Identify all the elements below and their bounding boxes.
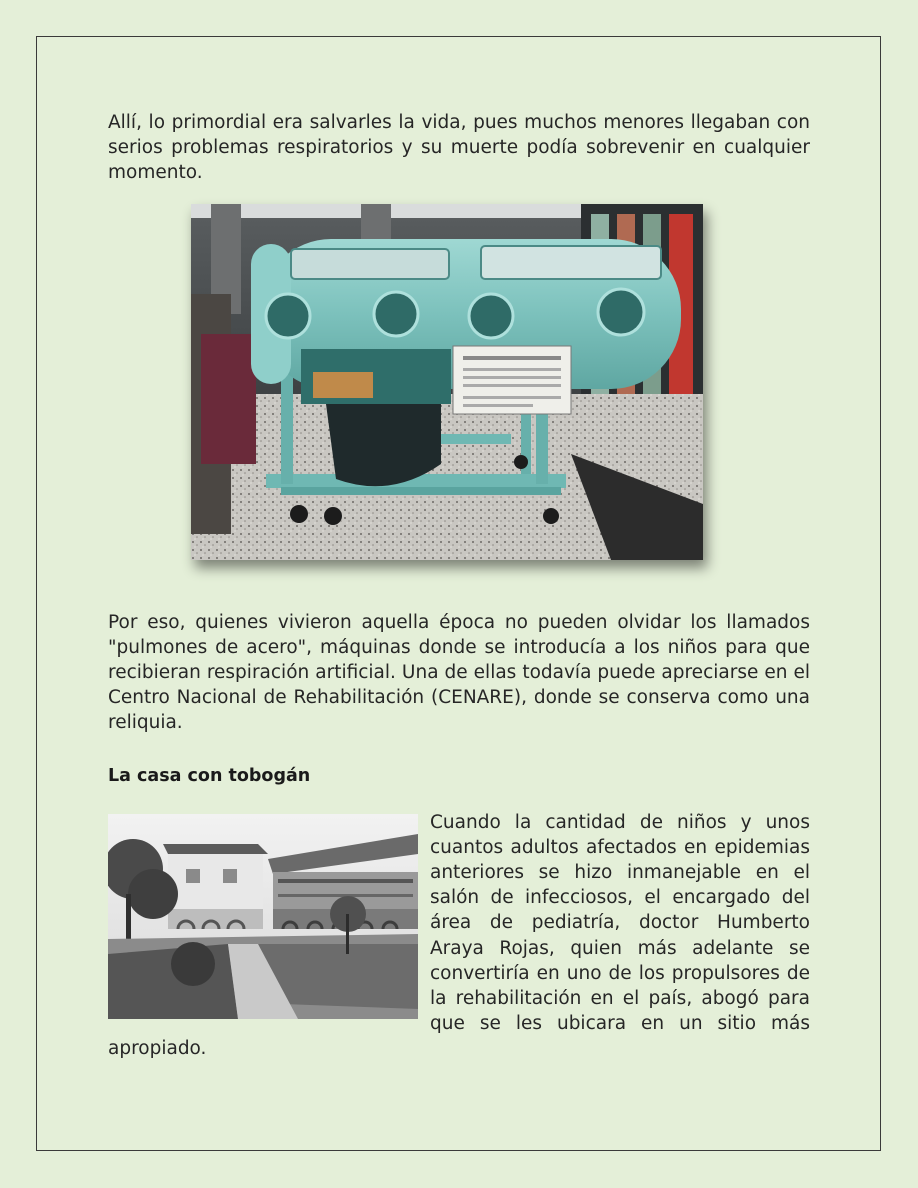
document-body: [108, 110, 810, 1062]
paragraph-case-history: Cuando la cantidad de niños y unos cuantos adultos afectados en epidemias anteriores se hizo inmanejable en el salón de infecciosos, el encargado del área de pediatría, doctor Humberto Araya Rojas, quien más adelante se convertiría en uno de los propulsores de la rehabilitación en el país, abogó para que se les ubicara en un sitio más apropiado.: [108, 811, 810, 1060]
hospital-courtyard-photo: [108, 814, 418, 1019]
paragraph-intro: Allí, lo primordial era salvarles la vida, pues muchos menores llegaban con serios problemas respiratorios y su muerte podía sobrevenir en cualquier momento.: [108, 112, 810, 184]
section-heading: La casa con tobogán: [108, 765, 311, 786]
paragraph-iron-lungs: Por eso, quienes vivieron aquella época no pueden olvidar los llamados "pulmones de acero", máquinas donde se introducía a los niños para que recibieran respiración artificial. Una de ellas todavía puede apreciarse en el Centro Nacional de Rehabilitación (CENARE), donde se conserva como una reliquia.: [108, 611, 810, 734]
section-body: [108, 810, 810, 1062]
iron-lung-photo: [191, 204, 703, 560]
